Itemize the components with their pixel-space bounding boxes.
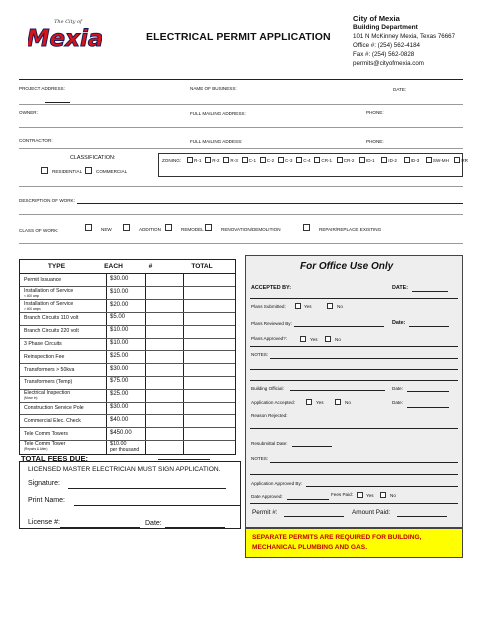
license-date-field[interactable] bbox=[165, 527, 225, 528]
fee-type bbox=[24, 341, 62, 347]
business-name-label: NAME OF BUSINESS: bbox=[190, 86, 237, 91]
application-approved-label: Application Approved By: bbox=[251, 481, 303, 486]
building-official-date-label: Date: bbox=[392, 386, 403, 391]
fee-type-name: Installation of Service bbox=[24, 287, 74, 294]
zone-label: C-1 bbox=[248, 158, 256, 163]
svg-text:The City of: The City of bbox=[54, 19, 82, 25]
fee-type bbox=[24, 354, 64, 360]
fee-type-name: Transformers > 50kva bbox=[24, 366, 75, 373]
zone-label: CR-2 bbox=[343, 158, 355, 163]
fee-amount: $20.00 bbox=[110, 301, 129, 308]
office-date-label: DATE: bbox=[392, 285, 409, 291]
notes-field[interactable] bbox=[250, 369, 458, 370]
office-date-field[interactable] bbox=[412, 291, 448, 292]
zone-label: ID-2 bbox=[388, 158, 397, 163]
zoning-label: ZONING: bbox=[162, 158, 182, 163]
plans-submitted-no: No bbox=[337, 304, 343, 309]
building-official-label: Building Official: bbox=[251, 386, 284, 391]
plans-approved-yes-checkbox[interactable] bbox=[300, 336, 306, 342]
city-address: 101 N McKinney Mexia, Texas 76667 bbox=[353, 33, 456, 40]
class-checkbox[interactable] bbox=[85, 224, 92, 231]
header-divider bbox=[19, 79, 463, 80]
fee-amount: $450.00 bbox=[110, 429, 132, 436]
amount-paid-label: Amount Paid: bbox=[352, 509, 391, 516]
description-label: DESCRIPTION OF WORK: bbox=[19, 198, 75, 203]
fee-amount: $10.00 bbox=[110, 327, 129, 334]
zone-checkbox-cr-1[interactable] bbox=[314, 157, 320, 163]
reason-rejected-field[interactable] bbox=[250, 428, 458, 429]
total-fees-label: TOTAL FEES DUE: bbox=[21, 454, 89, 463]
zone-checkbox-r-1[interactable] bbox=[187, 157, 193, 163]
fee-amount: $10.00 bbox=[110, 340, 129, 346]
fee-row-divider bbox=[20, 338, 235, 339]
zone-label: CR-1 bbox=[321, 158, 333, 163]
zone-label: ID-3 bbox=[410, 158, 420, 163]
fee-row-divider bbox=[20, 350, 235, 351]
zone-label: C-3 bbox=[285, 158, 293, 163]
project-address-field[interactable] bbox=[45, 102, 70, 103]
fee-type-name: Installation of Service bbox=[24, 300, 74, 307]
office-divider bbox=[250, 346, 458, 347]
accepted-by-label: ACCEPTED BY: bbox=[251, 285, 292, 291]
amount-paid-field[interactable] bbox=[397, 516, 447, 517]
zone-checkbox-rr[interactable] bbox=[454, 157, 460, 163]
license-number-field[interactable] bbox=[60, 527, 140, 528]
signature-label: Signature: bbox=[28, 480, 60, 487]
project-address-label: PROJECT ADDRESS: bbox=[19, 86, 65, 91]
row-divider bbox=[19, 127, 463, 128]
office-phone: Office #: (254) 562-4184 bbox=[353, 42, 420, 49]
fee-type-name: Transformers (Temp) bbox=[24, 379, 73, 386]
application-accepted-label: Application Accepted: bbox=[251, 400, 295, 405]
row-divider bbox=[19, 214, 463, 215]
class-checkbox[interactable] bbox=[165, 224, 172, 231]
total-fees-field[interactable] bbox=[158, 459, 210, 460]
fee-type-name: Construction Service Pole bbox=[24, 405, 84, 411]
plans-approved-no: No bbox=[335, 337, 341, 342]
fee-type-name: Commercial Elec. Check bbox=[24, 417, 81, 424]
fee-row-divider bbox=[20, 325, 235, 326]
separate-permits-notice: SEPARATE PERMITS ARE REQUIRED FOR BUILDING, MECHANICAL PLUMBING AND GAS. bbox=[245, 528, 463, 558]
permit-number-label: Permit #: bbox=[252, 509, 278, 516]
zone-label: C-2 bbox=[266, 158, 275, 163]
fees-paid-no-checkbox[interactable] bbox=[380, 492, 386, 498]
phone-label-2: PHONE: bbox=[366, 139, 384, 144]
svg-text:Mexia: Mexia bbox=[28, 26, 102, 52]
zone-checkbox-id-3[interactable] bbox=[404, 157, 410, 163]
fee-type-name: Branch Circuits 220 volt bbox=[24, 328, 79, 335]
license-heading: LICENSED MASTER ELECTRICIAN MUST SIGN APPLICATION. bbox=[28, 466, 221, 473]
fee-type bbox=[24, 301, 73, 311]
fee-type-note: (Move In) bbox=[24, 396, 38, 401]
fee-type-name: Tele Comm Towers bbox=[24, 430, 69, 437]
plans-submitted-yes-checkbox[interactable] bbox=[295, 303, 301, 309]
print-name-field[interactable] bbox=[74, 505, 240, 506]
zone-label: R-3 bbox=[230, 158, 238, 163]
plans-reviewed-date-field[interactable] bbox=[409, 326, 449, 327]
fee-amount: $30.00 bbox=[110, 365, 129, 372]
fees-paid-yes: Yes bbox=[366, 493, 374, 498]
fees-paid-no: No bbox=[390, 493, 396, 498]
fee-type-name: Branch Circuits 110 volt bbox=[24, 315, 79, 322]
fee-amount: $75.00 bbox=[110, 378, 129, 385]
date-approved-label: Date Approved: bbox=[251, 494, 283, 499]
fees-paid-yes-checkbox[interactable] bbox=[357, 492, 363, 498]
notes-label: NOTES: bbox=[251, 352, 269, 357]
department: Building Department bbox=[353, 24, 418, 31]
zone-checkbox-cr-2[interactable] bbox=[337, 157, 343, 163]
fee-type-note: > 400 amps bbox=[24, 306, 41, 311]
email-address: permits@cityofmexia.com bbox=[353, 60, 424, 67]
notes-field-2[interactable] bbox=[250, 474, 458, 475]
plans-reviewed-field[interactable] bbox=[294, 326, 384, 327]
plans-reviewed-label: Plans Reviewed By: bbox=[251, 321, 292, 326]
permit-number-field[interactable] bbox=[284, 516, 344, 517]
application-accepted-no: No bbox=[345, 400, 351, 405]
fee-amount: $10.00 bbox=[110, 441, 127, 448]
office-divider bbox=[250, 503, 458, 504]
fee-header-divider bbox=[20, 273, 235, 274]
license-date-label: Date: bbox=[145, 520, 162, 527]
fee-type bbox=[24, 431, 68, 437]
fee-type bbox=[24, 418, 81, 424]
fee-amount: $10.00 bbox=[110, 288, 129, 295]
class-label: REMODEL bbox=[181, 227, 204, 232]
row-divider bbox=[19, 148, 463, 149]
plans-approved-label: Plans Approved?: bbox=[251, 336, 288, 341]
fee-type bbox=[24, 277, 61, 283]
zone-checkbox-r-2[interactable] bbox=[205, 157, 211, 163]
license-number-label: License #: bbox=[28, 519, 60, 526]
fee-type bbox=[24, 441, 65, 451]
application-approved-field[interactable] bbox=[306, 486, 458, 487]
fee-type-name: Electrical Inspection bbox=[24, 390, 71, 397]
description-field[interactable] bbox=[77, 203, 463, 204]
fee-total-header: TOTAL bbox=[191, 263, 213, 270]
fee-type bbox=[24, 390, 70, 400]
fee-count-header: # bbox=[148, 263, 153, 270]
fee-row-divider bbox=[20, 376, 235, 377]
fee-type bbox=[24, 328, 79, 334]
plans-submitted-no-checkbox[interactable] bbox=[327, 303, 333, 309]
fee-type bbox=[24, 405, 84, 411]
fee-amount-unit: per thousand bbox=[110, 447, 140, 454]
row-divider bbox=[19, 104, 463, 105]
owner-label: OWNER: bbox=[19, 110, 38, 115]
fee-amount: $30.00 bbox=[110, 404, 129, 410]
fee-type bbox=[24, 288, 73, 298]
fee-type bbox=[24, 315, 78, 321]
building-official-date-field[interactable] bbox=[407, 391, 449, 392]
zone-label: SW-MH bbox=[432, 158, 449, 163]
notes-label-2: NOTES: bbox=[251, 456, 269, 461]
plans-approved-yes: Yes bbox=[310, 337, 318, 342]
class-checkbox[interactable] bbox=[205, 224, 212, 231]
classification-label: CLASSIFICATION: bbox=[70, 155, 116, 161]
class-of-work-options bbox=[85, 224, 465, 236]
fee-type bbox=[24, 379, 72, 385]
reason-rejected-label: Reason Rejected: bbox=[251, 413, 288, 418]
application-accepted-yes-checkbox[interactable] bbox=[306, 399, 312, 405]
date-approved-field[interactable] bbox=[287, 499, 329, 500]
zone-checkbox-c-2[interactable] bbox=[260, 157, 266, 163]
signature-field[interactable] bbox=[68, 488, 226, 489]
notes-field-2[interactable] bbox=[270, 462, 458, 463]
fee-row-divider bbox=[20, 402, 235, 403]
page-title: ELECTRICAL PERMIT APPLICATION bbox=[146, 31, 331, 43]
class-of-work-label: CLASS OF WORK: bbox=[19, 228, 59, 233]
fee-table bbox=[19, 259, 236, 455]
fee-type-name: Tele Comm Tower bbox=[24, 441, 66, 448]
zone-checkbox-r-3[interactable] bbox=[223, 157, 229, 163]
zone-label: RR bbox=[461, 158, 468, 163]
plans-reviewed-date-label: Date: bbox=[392, 320, 406, 326]
zone-checkbox-sw-mh[interactable] bbox=[426, 157, 432, 163]
fee-amount: $25.00 bbox=[110, 352, 129, 359]
fee-amount: $40.00 bbox=[110, 416, 129, 423]
building-official-field[interactable] bbox=[290, 390, 385, 391]
class-label: ADDITION bbox=[139, 227, 161, 232]
office-use-title: For Office Use Only bbox=[300, 261, 394, 272]
city-name: City of Mexia bbox=[353, 14, 400, 23]
notes-field[interactable] bbox=[270, 358, 458, 359]
fee-row-divider bbox=[20, 312, 235, 313]
fees-paid-label: Fees Paid: bbox=[331, 492, 353, 497]
class-checkbox[interactable] bbox=[123, 224, 130, 231]
fee-type-name: 3 Phase Circuits bbox=[24, 341, 62, 347]
zone-checkbox-c-3[interactable] bbox=[278, 157, 284, 163]
fee-type-note: (Repairs & Alter) bbox=[24, 447, 48, 452]
resubmittal-date-label: Resubmittal Date: bbox=[251, 441, 288, 446]
zone-checkbox-c-1[interactable] bbox=[242, 157, 248, 163]
fax-number: Fax #: (254) 562-0828 bbox=[353, 51, 415, 58]
zone-checkbox-id-2[interactable] bbox=[381, 157, 387, 163]
zone-label: R-1 bbox=[194, 158, 202, 163]
phone-label: PHONE: bbox=[366, 110, 384, 115]
zone-label: C-4 bbox=[303, 158, 311, 163]
fee-each-header: EACH bbox=[104, 263, 123, 270]
fee-type-header: TYPE bbox=[47, 263, 66, 270]
fee-row-divider bbox=[20, 414, 235, 415]
fee-row-divider bbox=[20, 427, 235, 428]
application-accepted-date-field[interactable] bbox=[407, 407, 449, 408]
resubmittal-date-field[interactable] bbox=[292, 446, 332, 447]
fee-amount: $30.00 bbox=[110, 276, 129, 282]
row-divider bbox=[19, 186, 463, 187]
mailing-address-label-2: FULL MAILING ADDESS: bbox=[190, 139, 243, 144]
residential-checkbox[interactable] bbox=[41, 167, 48, 174]
fee-type bbox=[24, 367, 74, 373]
application-accepted-yes: Yes bbox=[316, 400, 324, 405]
fee-type-note: < 400 amp bbox=[24, 293, 40, 298]
zone-label: ID-1 bbox=[366, 158, 375, 163]
zone-label: R-2 bbox=[212, 158, 220, 163]
print-name-label: Print Name: bbox=[28, 497, 65, 504]
accepted-by-field[interactable] bbox=[250, 298, 458, 299]
date-label: DATE: bbox=[393, 87, 407, 92]
class-label: REPAIR/REPLACE EXISTING bbox=[319, 227, 382, 232]
fee-amount: $5.00 bbox=[110, 314, 126, 321]
plans-approved-no-checkbox[interactable] bbox=[325, 336, 331, 342]
application-accepted-date-label: Date: bbox=[392, 400, 403, 405]
city-logo bbox=[28, 14, 102, 54]
row-divider bbox=[19, 243, 463, 244]
commercial-checkbox[interactable] bbox=[85, 167, 92, 174]
class-label: RENOVATION/DEMOLITION bbox=[221, 227, 281, 232]
notes-field[interactable] bbox=[250, 380, 458, 381]
contractor-label: CONTRACTOR: bbox=[19, 138, 53, 143]
commercial-label: COMMERCIAL bbox=[96, 169, 128, 174]
plans-submitted-yes: Yes bbox=[304, 304, 312, 309]
application-accepted-no-checkbox[interactable] bbox=[335, 399, 341, 405]
fee-type-name: Permit Issuance bbox=[24, 277, 62, 283]
class-checkbox[interactable] bbox=[303, 224, 310, 231]
fee-amount: $25.00 bbox=[110, 391, 129, 398]
zone-checkbox-id-1[interactable] bbox=[359, 157, 365, 163]
fee-type-name: Reinspection Fee bbox=[24, 353, 65, 360]
mailing-address-label: FULL MAILING ADDRESS: bbox=[190, 111, 246, 116]
class-label: NEW bbox=[101, 227, 112, 232]
zone-checkbox-c-4[interactable] bbox=[296, 157, 302, 163]
zoning-options bbox=[187, 155, 468, 167]
residential-label: RESIDENTIAL bbox=[52, 169, 83, 174]
plans-submitted-label: Plans Submitted: bbox=[251, 304, 286, 309]
fee-row-divider bbox=[20, 363, 235, 364]
